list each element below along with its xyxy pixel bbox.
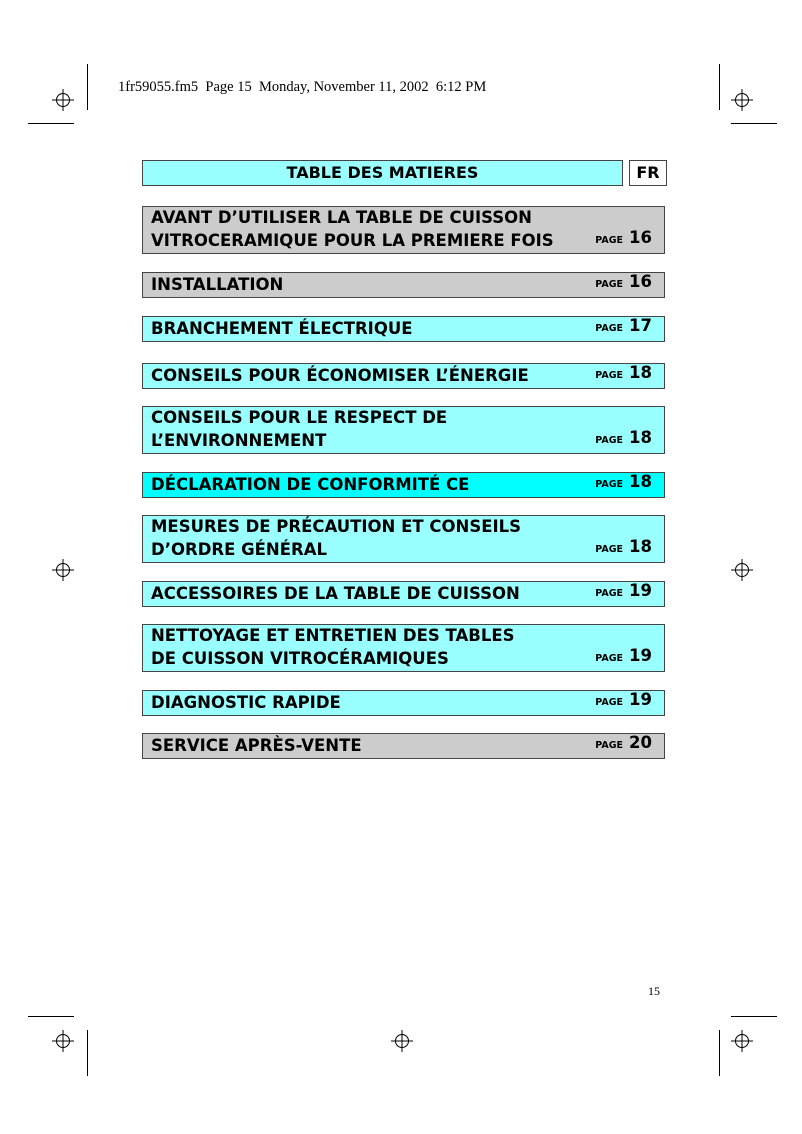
toc-entry <box>142 206 665 254</box>
toc-entry <box>142 581 665 607</box>
toc-entry-title: NETTOYAGE ET ENTRETIEN DES TABLES DE CUISSON VITROCÉRAMIQUES <box>151 626 515 668</box>
toc-entry <box>142 690 665 716</box>
toc-entry-page: PAGE 19 <box>595 690 652 709</box>
toc-entry-page: PAGE 18 <box>595 472 652 491</box>
toc-entry <box>142 316 665 342</box>
toc-entry <box>142 406 665 454</box>
print-slug: 1fr59055.fm5 Page 15 Monday, November 11, 2002 6:12 PM <box>118 79 487 95</box>
toc-entry-page: PAGE 18 <box>595 428 652 447</box>
toc-entry <box>142 272 665 298</box>
toc-entry-title: CONSEILS POUR ÉCONOMISER L’ÉNERGIE <box>151 366 529 385</box>
registration-mark-icon <box>52 89 74 111</box>
toc-entry <box>142 624 665 672</box>
toc-entry-title: DIAGNOSTIC RAPIDE <box>151 693 341 712</box>
registration-mark-icon <box>731 89 753 111</box>
page-number: 15 <box>648 984 660 998</box>
toc-entry <box>142 363 665 389</box>
toc-entry-title: INSTALLATION <box>151 275 284 294</box>
registration-mark-icon <box>731 559 753 581</box>
toc-entry-title: ACCESSOIRES DE LA TABLE DE CUISSON <box>151 584 520 603</box>
toc-entry-page: PAGE 20 <box>595 733 652 752</box>
toc-entry <box>142 515 665 563</box>
toc-entry-title: BRANCHEMENT ÉLECTRIQUE <box>151 319 413 338</box>
toc-entry-title: DÉCLARATION DE CONFORMITÉ CE <box>151 475 470 494</box>
toc-header <box>142 160 623 186</box>
toc-entry-title: SERVICE APRÈS-VENTE <box>151 736 362 755</box>
registration-mark-icon <box>52 559 74 581</box>
language-badge: FR <box>629 160 667 186</box>
registration-mark-icon <box>52 1030 74 1052</box>
registration-mark-icon <box>731 1030 753 1052</box>
toc-title: TABLE DES MATIERES <box>286 163 479 182</box>
toc-entry-page: PAGE 18 <box>595 363 652 382</box>
toc-entry <box>142 733 665 759</box>
toc-entry-page: PAGE 18 <box>595 537 652 556</box>
toc-entry-page: PAGE 16 <box>595 272 652 291</box>
toc-entry-title: MESURES DE PRÉCAUTION ET CONSEILS D’ORDRE GÉNÉRAL <box>151 517 522 559</box>
toc-entry-page: PAGE 19 <box>595 646 652 665</box>
toc-entry-title: CONSEILS POUR LE RESPECT DE L’ENVIRONNEMENT <box>151 408 448 450</box>
toc-entry-page: PAGE 16 <box>595 228 652 247</box>
registration-mark-icon <box>391 1030 413 1052</box>
toc-entry-page: PAGE 17 <box>595 316 652 335</box>
toc-entry-page: PAGE 19 <box>595 581 652 600</box>
toc-entry <box>142 472 665 498</box>
toc-entry-title: AVANT D’UTILISER LA TABLE DE CUISSON VITROCERAMIQUE POUR LA PREMIERE FOIS <box>151 208 554 250</box>
